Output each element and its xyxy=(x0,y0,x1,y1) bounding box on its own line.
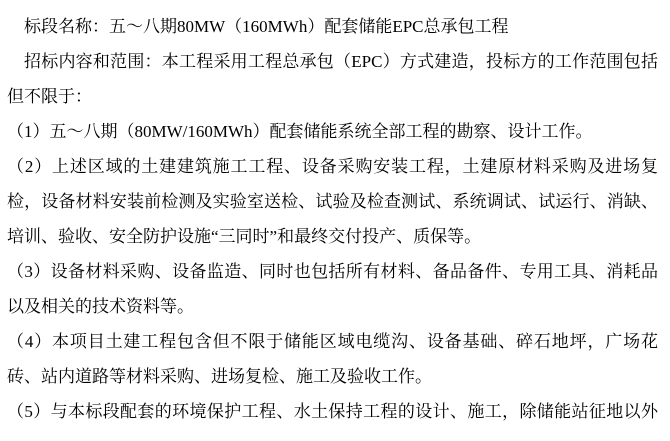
item-5-line: （5）与本标段配套的环境保护工程、水土保持工程的设计、施工，除储能站征地以外 xyxy=(7,402,658,421)
item-2-last-line: 培训、验收、安全防护设施“三同时”和最终交付投产、质保等。 xyxy=(7,227,482,246)
item-1-line: （1）五～八期（80MW/160MWh）配套储能系统全部工程的勘察、设计工作。 xyxy=(7,122,593,141)
item-4-line: （4）本项目土建工程包含但不限于储能区域电缆沟、设备基础、碎石地坪，广场花 xyxy=(7,332,658,351)
scope-intro-line: 招标内容和范围：本工程采用工程总承包（EPC）方式建造，投标方的工作范围包括 xyxy=(24,52,658,71)
section-name-line: 标段名称：五～八期80MW（160MWh）配套储能EPC总承包工程 xyxy=(24,17,509,36)
item-2-continuation-line: 检，设备材料安装前检测及实验室送检、试验及检查测试、系统调试、试运行、消缺、 xyxy=(7,192,658,211)
item-3-line: （3）设备材料采购、设备监造、同时也包括所有材料、备品备件、专用工具、消耗品 xyxy=(7,262,658,281)
item-2-line: （2）上述区域的土建建筑施工工程、设备采购安装工程，土建原材料采购及进场复 xyxy=(7,157,658,176)
item-4-last-line: 砖、站内道路等材料采购、进场复检、施工及验收工作。 xyxy=(7,367,432,386)
scope-intro-continuation-line: 但不限于： xyxy=(7,87,92,106)
item-3-last-line: 以及相关的技术资料等。 xyxy=(7,297,194,316)
